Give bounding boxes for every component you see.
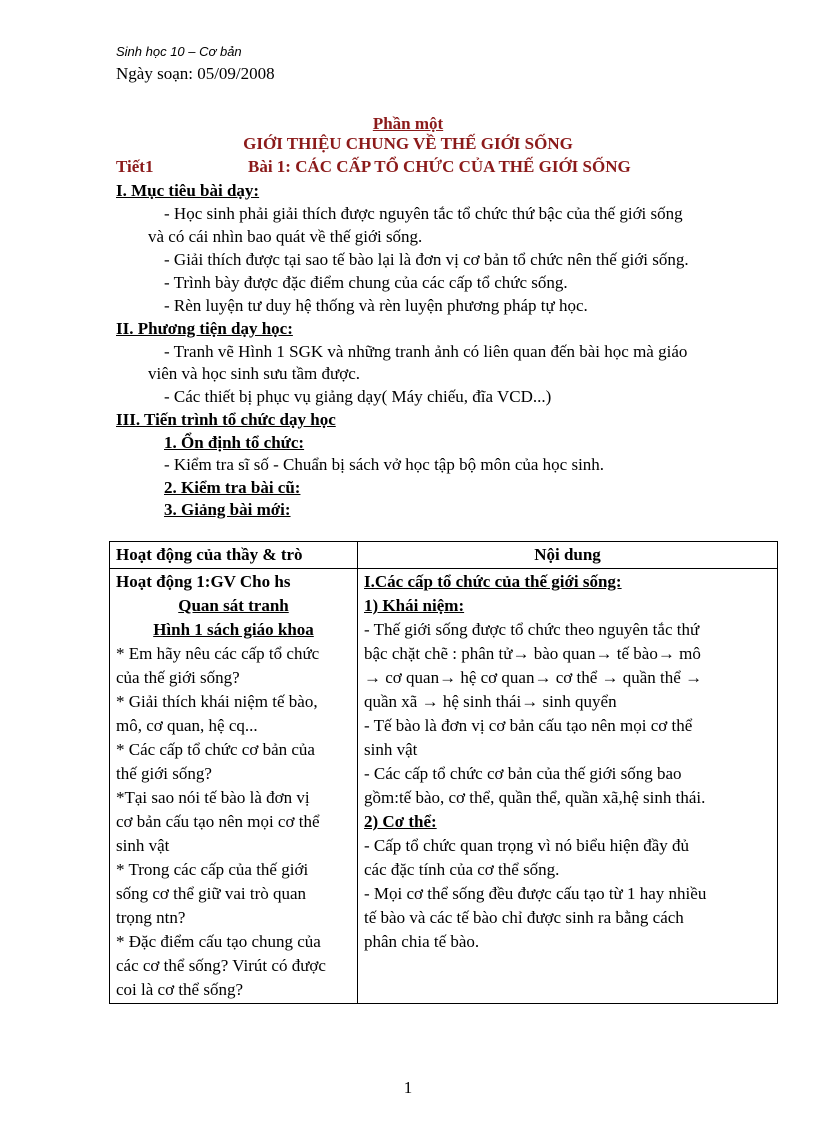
subsection-review: 2. Kiểm tra bài cũ: (164, 478, 301, 497)
section-materials-heading: II. Phương tiện dạy học: (116, 319, 293, 338)
content-line: - Các cấp tổ chức cơ bản của thế giới sống bao (364, 764, 682, 783)
question-line: coi là cơ thể sống? (116, 980, 244, 999)
subsection-new-lesson: 3. Giảng bài mới: (164, 500, 291, 519)
objective-line: - Trình bày được đặc điểm chung của các cấp tổ chức sống. (164, 273, 568, 292)
subsection-organization: 1. Ổn định tổ chức: (164, 433, 305, 452)
content-subheading-concept: 1) Khái niệm: (364, 596, 465, 615)
page-number: 1 (403, 1078, 413, 1097)
materials-line: - Các thiết bị phục vụ giảng dạy( Máy chiếu, đĩa VCD...) (164, 387, 552, 406)
content-line: - Cấp tổ chức quan trọng vì nó biểu hiện đầy đủ (364, 836, 690, 855)
question-line: thế giới sống? (116, 764, 212, 783)
question-line: của thế giới sống? (116, 668, 240, 687)
activity-figure: Hình 1 sách giáo khoa (153, 620, 314, 639)
section-process-heading: III. Tiến trình tổ chức dạy học (116, 410, 336, 429)
preparation-date: Ngày soạn: 05/09/2008 (116, 64, 275, 83)
objective-line: - Rèn luyện tư duy hệ thống và rèn luyện phương pháp tự học. (164, 296, 588, 315)
content-line: gồm:tế bào, cơ thể, quần thể, quần xã,hệ sinh thái. (364, 788, 706, 807)
content-line: quần xã → hệ sinh thái→ sinh quyển (364, 692, 617, 711)
organization-line: - Kiểm tra sĩ số - Chuẩn bị sách vở học tập bộ môn của học sinh. (164, 455, 605, 474)
content-line: - Mọi cơ thể sống đều được cấu tạo từ 1 hay nhiều (364, 884, 707, 903)
content-line: phân chia tế bào. (364, 932, 480, 951)
column-header-activities: Hoạt động của thầy & trò (110, 542, 358, 569)
subject-header: Sinh học 10 – Cơ bản (116, 44, 242, 59)
table-row (110, 569, 778, 1004)
objective-line: - Học sinh phải giải thích được nguyên tắc tổ chức thứ bậc của thế giới sống (164, 204, 683, 223)
question-line: * Em hãy nêu các cấp tổ chức (116, 644, 320, 663)
activities-cell (110, 569, 358, 1004)
section-objectives-heading: I. Mục tiêu bài dạy: (116, 181, 260, 200)
activity-title: Hoạt động 1:GV Cho hs (116, 572, 291, 591)
materials-line: - Tranh vẽ Hình 1 SGK và những tranh ảnh có liên quan đến bài học mà giáo (164, 342, 688, 361)
content-line: bậc chặt chẽ : phân tử→ bào quan→ tế bào→ mô (364, 644, 701, 663)
content-heading: I.Các cấp tổ chức của thế giới sống: (364, 572, 622, 591)
question-line: sinh vật (116, 836, 170, 855)
objective-line: và có cái nhìn bao quát về thế giới sống. (148, 227, 423, 246)
content-line: các đặc tính của cơ thể sống. (364, 860, 560, 879)
question-line: * Trong các cấp của thế giới (116, 860, 309, 879)
lesson-table (109, 541, 778, 1004)
question-line: mô, cơ quan, hệ cq... (116, 716, 258, 735)
content-line: sinh vật (364, 740, 418, 759)
question-line: * Đặc điểm cấu tạo chung của (116, 932, 321, 951)
question-line: * Giải thích khái niệm tế bào, (116, 692, 318, 711)
question-line: các cơ thể sống? Virút có được (116, 956, 326, 975)
part-title: Phần một (372, 114, 444, 133)
content-line: tế bào và các tế bào chỉ được sinh ra bằng cách (364, 908, 684, 927)
content-line: - Thế giới sống được tổ chức theo nguyên tắc thứ (364, 620, 700, 639)
column-header-content: Nội dung (358, 542, 778, 569)
question-line: *Tại sao nói tế bào là đơn vị (116, 788, 310, 807)
question-line: * Các cấp tổ chức cơ bản của (116, 740, 315, 759)
question-line: sống cơ thể giữ vai trò quan (116, 884, 307, 903)
content-line: - Tế bào là đơn vị cơ bản cấu tạo nên mọi cơ thể (364, 716, 693, 735)
question-line: trọng ntn? (116, 908, 186, 927)
content-cell (358, 569, 778, 1004)
question-line: cơ bản cấu tạo nên mọi cơ thể (116, 812, 320, 831)
period-label: Tiết1 (116, 157, 154, 176)
part-subtitle: GIỚI THIỆU CHUNG VỀ THẾ GIỚI SỐNG (243, 134, 573, 153)
table-header-row (110, 542, 778, 569)
materials-line: viên và học sinh sưu tầm được. (148, 364, 361, 383)
activity-observe: Quan sát tranh (178, 596, 289, 615)
content-line: → cơ quan→ hệ cơ quan→ cơ thể → quần thể → (364, 668, 703, 687)
objective-line: - Giải thích được tại sao tế bào lại là đơn vị cơ bản tổ chức nên thế giới sống. (164, 250, 689, 269)
lesson-title: Bài 1: CÁC CẤP TỔ CHỨC CỦA THẾ GIỚI SỐNG (248, 157, 631, 176)
content-subheading-organism: 2) Cơ thể: (364, 812, 437, 831)
